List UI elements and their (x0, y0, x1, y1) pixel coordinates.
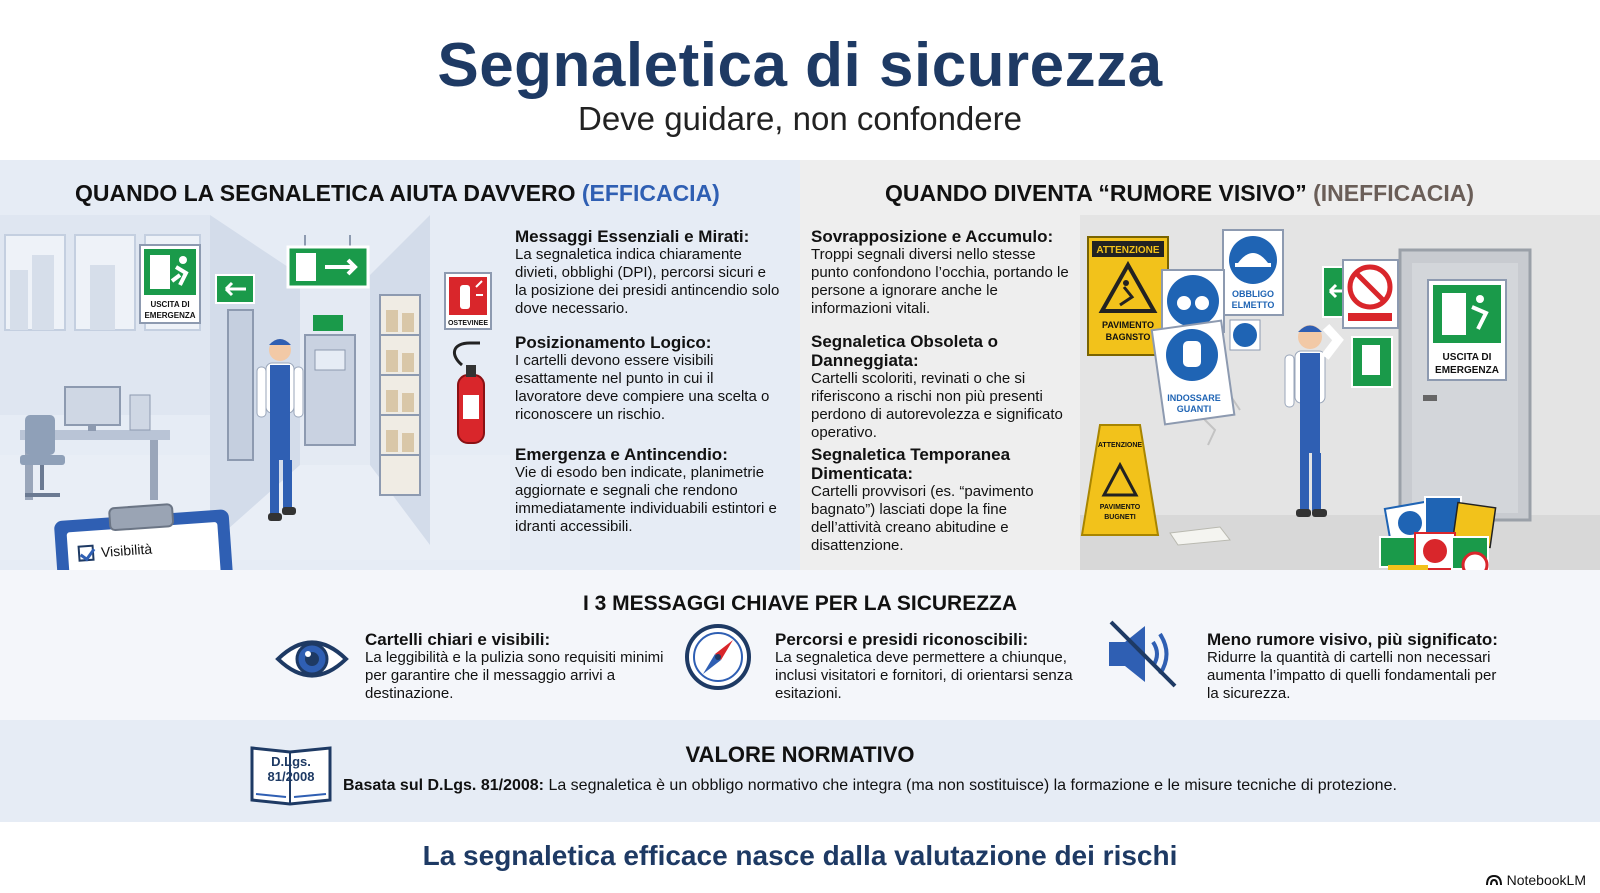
notebooklm-brand: NotebookLM (1486, 872, 1586, 888)
normative-text (343, 777, 1397, 795)
svg-text:USCITA DI: USCITA DI (1442, 352, 1492, 363)
ineffective-point-3: Segnaletica Temporanea Dimenticata: Cartelli provvisori (es. “pavimento bagnato”) lasciati dope la fine dell’attività creano abitudine e disattenzione. (811, 445, 1034, 554)
effective-heading (75, 180, 720, 207)
svg-text:BAGNSTO: BAGNSTO (1105, 332, 1151, 342)
law-book-label: D.Lgs. 81/2008 (267, 754, 315, 784)
ineffective-point-2: Segnaletica Obsoleta o Danneggiata: Cartelli scoloriti, revinati o che si riferiscono a rischi non più presenti perdono di autorevolezza e significato operativo. (811, 332, 1063, 441)
normative-lead: Basata sul D.Lgs. 81/2008: (343, 777, 544, 794)
normative-heading: VALORE NORMATIVO (685, 742, 915, 767)
corridor-illustration (0, 215, 510, 560)
ineffective-panel (800, 160, 1600, 570)
cluttered-signs-illustration (1080, 215, 1600, 570)
key-messages-heading: I 3 MESSAGGI CHIAVE PER LA SICUREZZA (582, 592, 1018, 615)
effective-heading-tag: (EFFICACIA) (581, 180, 720, 206)
clipboard-clip (108, 503, 175, 531)
extinguisher-sign-label: OSTEVINEE (447, 320, 489, 327)
page-subtitle: Deve guidare, non confondere (578, 100, 1022, 137)
pile-of-signs-icon (1380, 497, 1496, 570)
mute-speaker-icon (1105, 616, 1181, 692)
page-title: Segnaletica di sicurezza (437, 31, 1163, 100)
effective-point-1: Messaggi Essenziali e Mirati: La segnaletica indica chiaramente divieti, obblighi (DPI), percorsi sicuri e la posizione dei presidi antincendio solo dove necessario. (515, 227, 780, 317)
ineffective-heading-text: QUANDO DIVENTA “RUMORE VISIVO” (885, 180, 1307, 206)
checklist-item: Visibilità (78, 541, 153, 562)
prohibition-sign-icon (1343, 260, 1398, 328)
checkbox-checked-icon (78, 545, 95, 562)
svg-text:GUANTI: GUANTI (1176, 404, 1212, 414)
effective-point-2: Posizionamento Logico: I cartelli devono essere visibili esattamente nel punto in cui il lavoratore deve compiere una scelta o riconoscere un rischio. (515, 333, 770, 423)
law-book-icon (248, 742, 334, 808)
svg-text:INDOSSARE: INDOSSARE (1167, 393, 1221, 403)
ineffective-heading-tag: (INEFFICACIA) (1313, 180, 1475, 206)
normative-body: La segnaletica è un obbligo normativo che integra (ma non sostituisce) la formazione e le misure tecniche di protezione. (548, 777, 1397, 794)
header (0, 0, 1600, 160)
footer-tagline: La segnaletica efficace nasce dalla valutazione dei rischi (422, 840, 1178, 871)
footer (0, 822, 1600, 893)
effective-heading-text: QUANDO LA SEGNALETICA AIUTA DAVVERO (75, 180, 576, 206)
svg-text:EMERGENZA: EMERGENZA (1435, 365, 1499, 376)
exit-sign-label-line2: EMERGENZA (144, 311, 196, 320)
svg-text:PAVIMENTO: PAVIMENTO (1099, 504, 1141, 511)
compass-icon (683, 622, 753, 692)
svg-text:PAVIMENTO: PAVIMENTO (1101, 320, 1155, 330)
attention-label: ATTENZIONE (1096, 245, 1160, 256)
normative-section (0, 720, 1600, 822)
key-messages-section: I 3 MESSAGGI CHIAVE PER LA SICUREZZA Cartelli chiari e visibili: La leggibilità e la pulizia sono requisiti minimi per garantire che il messaggio arrivi a destinazione. Percorsi e presidi riconoscibili: La segnaletica deve permettere a chiunque, inclusi visitatori e fornitori, di orientarsi senza esitazioni. Meno rumore visivo, più significato: Ridurre la quantità di cartelli non necessari aumenta l’impatto di quelli fondamentali per la sicurezza. (0, 570, 1600, 720)
eye-icon (275, 632, 349, 686)
svg-text:OBBLIGO: OBBLIGO (1232, 289, 1274, 299)
ineffective-point-1: Sovrapposizione e Accumulo: Troppi segnali diversi nello stesse punto confondono l’occhia, portando le persone a ignorare anche le informazioni vitali. (811, 227, 1069, 317)
svg-text:ELMETTO: ELMETTO (1231, 300, 1275, 310)
svg-text:BUGNETI: BUGNETI (1104, 514, 1136, 521)
fire-extinguisher-icon (454, 343, 484, 443)
svg-text:ATTENZIONE: ATTENZIONE (1097, 442, 1143, 449)
ineffective-heading (885, 180, 1474, 207)
exit-sign-label-line1: USCITA DI (150, 300, 190, 309)
effective-point-3: Emergenza e Antincendio: Vie di esodo ben indicate, planimetrie aggiornate e segnali che rendono immediatamente individuabili estintori e idranti accessibili. (515, 445, 777, 535)
notebooklm-logo-icon (1486, 874, 1502, 886)
